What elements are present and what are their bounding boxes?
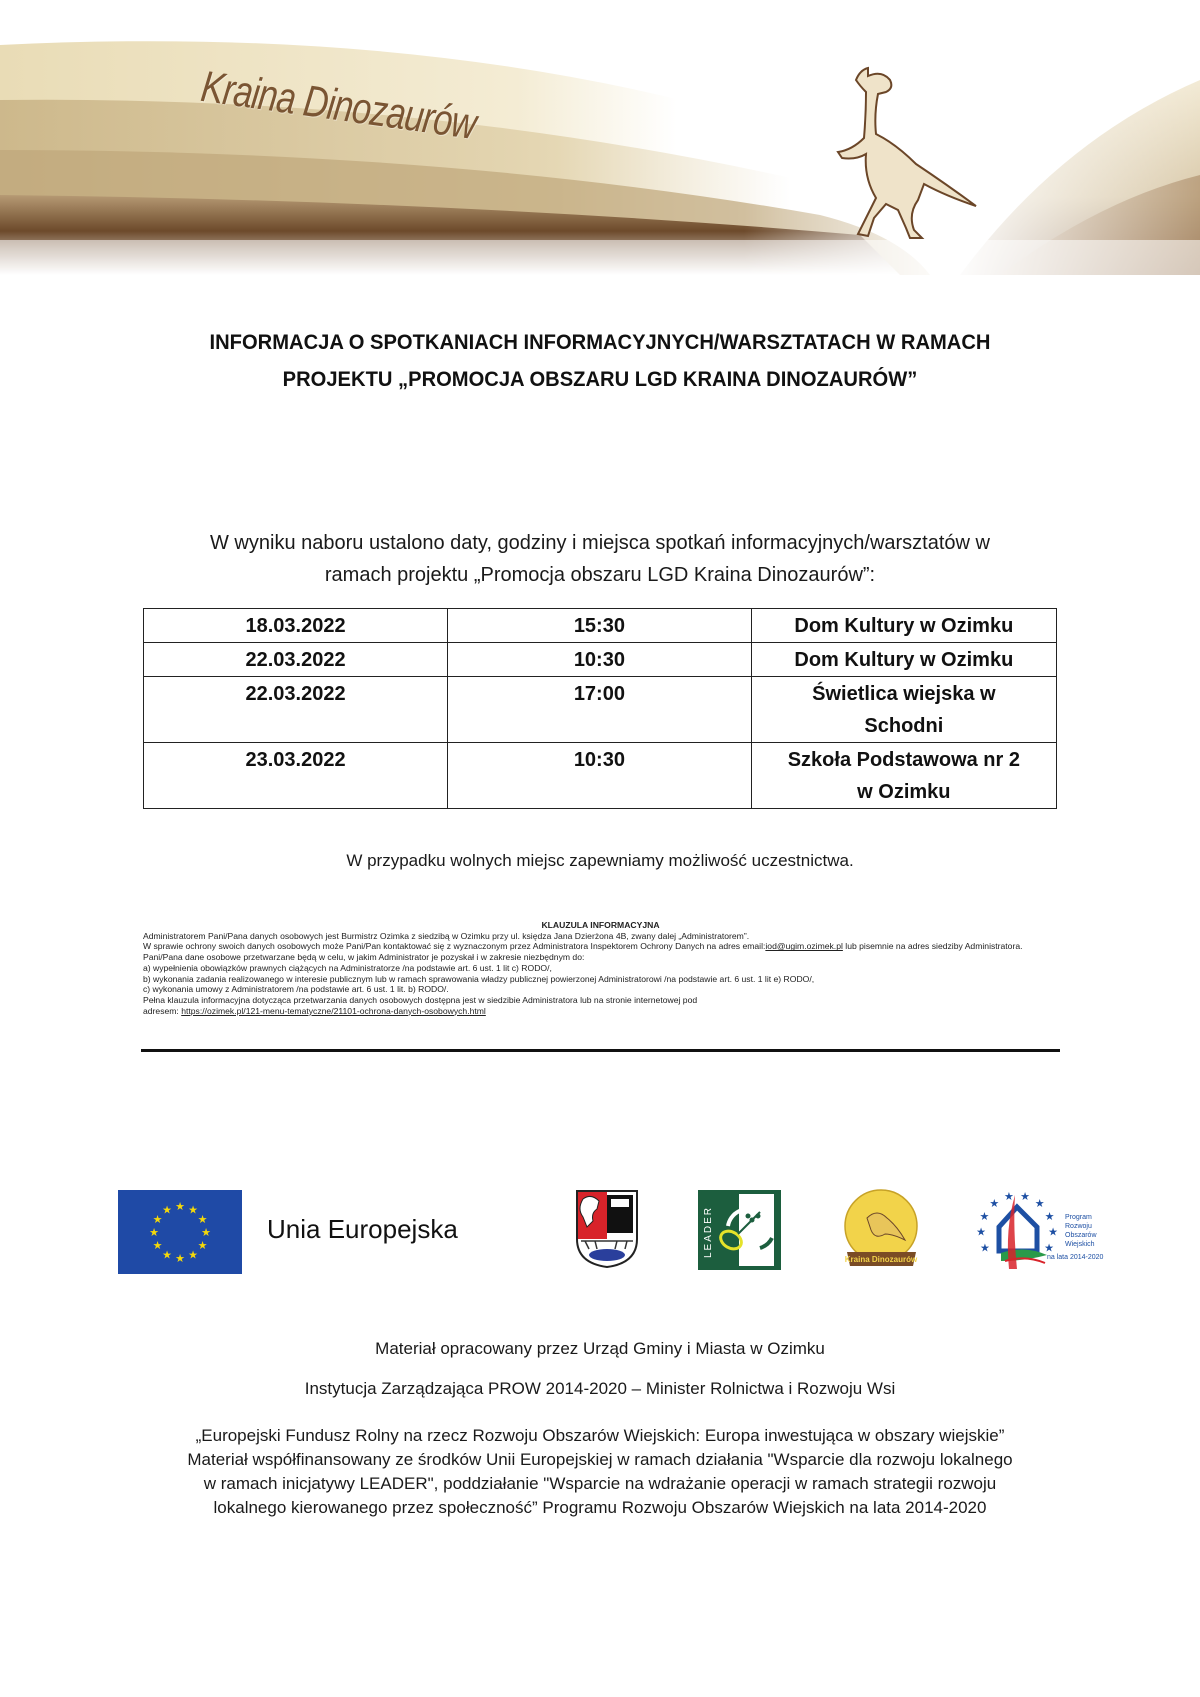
svg-text:LEADER: LEADER: [703, 1205, 714, 1258]
clause-contact: [143, 941, 1058, 952]
lgd-kraina-dinozaurow-logo-icon: [843, 1188, 920, 1272]
intro-line-2: ramach projektu „Promocja obszaru LGD Kraina Dinozaurów”:: [324, 564, 876, 586]
svg-text:Program: Program: [1065, 1214, 1092, 1221]
clause-item-c: c) wykonania umowy z Administratorem /na podstawie art. 6 ust. 1 lit. b) RODO/.: [143, 984, 449, 995]
prow-star-icon: ★: [1044, 1210, 1055, 1223]
document-title: [0, 324, 1200, 398]
prow-star-icon: ★: [1048, 1226, 1058, 1239]
document-title-line-1: INFORMACJA O SPOTKANIACH INFORMACYJNYCH/WARSZTATACH W RAMACH: [209, 331, 991, 354]
place-cell: [751, 609, 1056, 643]
footer-prepared-by: Materiał opracowany przez Urząd Gminy i Miasta w Ozimku: [375, 1339, 825, 1358]
place-cell: [751, 743, 1056, 809]
clause-purpose: Pani/Pana dane osobowe przetwarzane będą w celu, w jakim Administrator je pozyskał i w zakresie niezbędnym do:: [143, 952, 585, 963]
clause-address: [143, 1006, 1058, 1017]
eu-star-icon: ★: [188, 1249, 198, 1262]
clause-address-label: adresem:: [143, 1005, 182, 1016]
svg-text:Kraina Dinozaurów: Kraina Dinozaurów: [844, 1255, 918, 1264]
eu-star-icon: ★: [149, 1227, 159, 1239]
clause-contact-text-end: lub pisemnie na adres siedziby Administratora.: [842, 941, 1023, 952]
eu-label: Unia Europejska: [267, 1214, 458, 1244]
privacy-policy-link[interactable]: https://ozimek.pl/121-menu-tematyczne/21101-ochrona-danych-osobowych.html: [181, 1005, 486, 1016]
eu-star-icon: ★: [152, 1214, 163, 1226]
place-line-2: w Ozimku: [857, 781, 951, 803]
clause-item-a: a) wypełnienia obowiązków prawnych ciążących na Administratorze /na podstawie art. 6 ust. 1 lit c) RODO/,: [143, 962, 552, 973]
eu-star-icon: ★: [152, 1240, 163, 1252]
footer-funding-line-3: w ramach inicjatywy LEADER", poddziałanie "Wsparcie na wdrażanie operacji w ramach strategii rozwoju: [203, 1474, 997, 1493]
eu-star-icon: ★: [162, 1204, 172, 1217]
banner-title: Kraina Dinozaurów: [198, 62, 480, 150]
footer-funding-line-2: Materiał współfinansowany ze środków Unii Europejskiej w ramach działania "Wsparcie dla rozwoju lokalnego: [187, 1450, 1013, 1469]
eu-star-icon: ★: [201, 1227, 211, 1239]
time-cell: 10:30: [448, 643, 752, 677]
eu-star-icon: ★: [162, 1249, 172, 1262]
table-row: [144, 643, 1057, 677]
date-cell: 23.03.2022: [144, 743, 448, 809]
time-cell: 17:00: [448, 677, 752, 743]
footer-managing-authority: Instytucja Zarządzająca PROW 2014-2020 – Minister Rolnictwa i Rozwoju Wsi: [304, 1379, 896, 1398]
svg-text:na lata 2014-2020: na lata 2014-2020: [1047, 1254, 1104, 1261]
information-clause: [143, 920, 1058, 1016]
prow-star-icon: ★: [1044, 1242, 1055, 1255]
sponsor-logos: [0, 1185, 1200, 1280]
table-row: [144, 677, 1057, 743]
clause-item-b: b) wykonania zadania realizowanego w interesie publicznym lub w ramach sprawowania władzy publicznej powierzonej Administratorowi /na podstawie art. 6 ust. 1 lit e) RODO/,: [143, 973, 815, 984]
time-cell: 15:30: [448, 609, 752, 643]
intro-paragraph: [0, 527, 1200, 591]
time-cell: 10:30: [448, 743, 752, 809]
eu-star-icon: ★: [175, 1253, 185, 1265]
place-line-1: Szkoła Podstawowa nr 2: [787, 749, 1020, 771]
prow-star-icon: ★: [1034, 1198, 1045, 1210]
footer-funding-line-4: lokalnego kierowanego przez społeczność” Programu Rozwoju Obszarów Wiejskich na lata 2014-2020: [213, 1498, 987, 1517]
eu-star-icon: ★: [175, 1201, 185, 1213]
availability-note: W przypadku wolnych miejsc zapewniamy możliwość uczestnictwa.: [346, 851, 854, 870]
prow-star-icon: ★: [979, 1242, 990, 1255]
prow-logo-icon: [975, 1189, 1113, 1271]
date-cell: 22.03.2022: [144, 677, 448, 743]
place-line-1: Świetlica wiejska w: [812, 683, 996, 705]
eu-star-icon: ★: [188, 1204, 198, 1217]
eu-star-icon: ★: [197, 1214, 208, 1226]
eu-star-icon: ★: [197, 1240, 208, 1252]
open-book-graphic: [0, 0, 1200, 275]
date-cell: 22.03.2022: [144, 643, 448, 677]
clause-full-info: Pełna klauzula informacyjna dotycząca przetwarzania danych osobowych dostępna jest w siedzibie Administratora lub na stronie internetowej pod: [143, 994, 698, 1005]
clause-contact-text: W sprawie ochrony swoich danych osobowych może Pani/Pan kontaktować się z wyznaczonym przez Administratora Inspektorem Ochrony Danych na adres email:: [143, 941, 766, 952]
footer-funding-line-1: „Europejski Fundusz Rolny na rzecz Rozwoju Obszarów Wiejskich: Europa inwestująca w obszary wiejskie”: [195, 1426, 1005, 1445]
section-divider: [141, 1049, 1060, 1052]
place-cell: [751, 677, 1056, 743]
eu-flag-icon: [118, 1190, 242, 1274]
place-line-1: Dom Kultury w Ozimku: [794, 615, 1014, 637]
intro-line-1: W wyniku naboru ustalono daty, godziny i miejsca spotkań informacyjnych/warsztatów w: [210, 532, 990, 554]
iod-email-link[interactable]: iod@ugim.ozimek.pl: [765, 941, 843, 952]
table-row: [144, 609, 1057, 643]
leader-logo-icon: [698, 1190, 781, 1270]
clause-title: KLAUZULA INFORMACYJNA: [541, 920, 660, 930]
date-cell: 18.03.2022: [144, 609, 448, 643]
table-row: [144, 743, 1057, 809]
prow-star-icon: ★: [1003, 1190, 1014, 1203]
prow-star-icon: ★: [1020, 1190, 1031, 1203]
prow-star-icon: ★: [976, 1226, 986, 1239]
place-line-1: Dom Kultury w Ozimku: [794, 649, 1014, 671]
svg-text:Wiejskich: Wiejskich: [1065, 1241, 1095, 1248]
place-line-2: Schodni: [864, 715, 944, 737]
prow-star-icon: ★: [989, 1198, 1000, 1210]
document-title-line-2: PROJEKTU „PROMOCJA OBSZARU LGD KRAINA DINOZAURÓW”: [282, 368, 918, 391]
header-banner: [0, 0, 1200, 275]
clause-administrator: Administratorem Pani/Pana danych osobowych jest Burmistrz Ozimka z siedzibą w Ozimku przy ul. księdza Jana Dzierżona 4B, zwany dalej „Administratorem”.: [143, 930, 750, 941]
prow-star-icon: ★: [979, 1210, 990, 1223]
footer-funding-statement: [0, 1424, 1200, 1520]
svg-text:Obszarów: Obszarów: [1065, 1232, 1097, 1239]
ozimek-coat-of-arms-icon: [575, 1189, 639, 1269]
place-cell: [751, 643, 1056, 677]
meeting-schedule-table: [143, 608, 1057, 809]
svg-text:Rozwoju: Rozwoju: [1065, 1223, 1092, 1230]
